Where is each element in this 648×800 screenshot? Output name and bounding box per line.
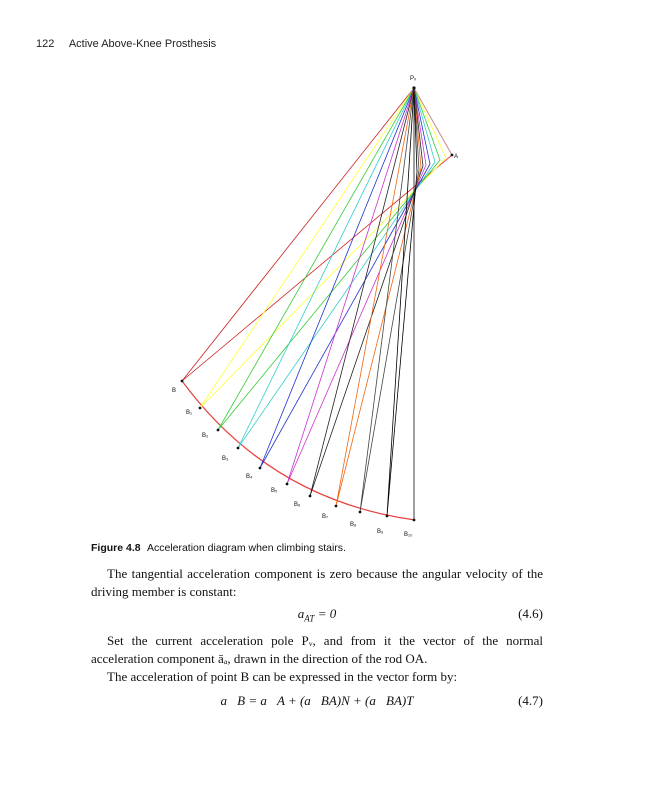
ray-B4 [260, 88, 430, 468]
label-B: B [172, 388, 177, 394]
paragraph-1: The tangential acceleration component is zero because the angular velocity of the driving member is constant: [91, 566, 543, 599]
ray-B3 [238, 88, 435, 448]
label-B8: B₈ [350, 522, 357, 528]
figure-caption [91, 542, 346, 554]
label-B5: B₅ [271, 488, 278, 494]
page-number: 122 [36, 38, 55, 50]
figure-caption-text: Acceleration diagram when climbing stairs. [146, 542, 346, 554]
label-B6: B₆ [294, 502, 301, 508]
equation-4-6-expr: $a_{AT} = 0$ [297, 606, 337, 624]
ray-B1 [200, 88, 446, 408]
trajectory-arc [182, 381, 415, 520]
running-title: Active Above-Knee Prosthesis [68, 38, 217, 50]
link-PA [414, 88, 452, 155]
label-B4: B₄ [246, 474, 253, 480]
label-B3: B₃ [222, 456, 229, 462]
label-A: A [454, 154, 459, 160]
equation-4-6 [91, 606, 543, 624]
ray-B2 [218, 88, 440, 430]
label-B10: B₁₀ [404, 532, 413, 538]
label-B7: B₇ [322, 514, 329, 520]
paragraph-3: The acceleration of point B can be expressed in the vector form by: [107, 669, 458, 684]
label-B1: B₁ [186, 410, 193, 416]
label-pole: Pᵥ [410, 76, 416, 82]
equation-4-7-expr: a⃗B = a⃗A + (a⃗BA)N + (a⃗BA)T [220, 693, 414, 708]
label-B9: B₉ [377, 529, 384, 535]
equation-4-7 [91, 693, 543, 711]
label-B2: B₂ [202, 433, 209, 439]
equation-4-7-number: (4.7) [518, 693, 543, 708]
equation-4-6-number: (4.6) [518, 606, 543, 621]
figure-label: Figure 4.8 [91, 542, 141, 554]
paragraph-2: Set the current acceleration pole Pᵥ, and from it the vector of the normal acceleration component āₐ, drawn in the direction of the rod OA. [91, 633, 543, 666]
